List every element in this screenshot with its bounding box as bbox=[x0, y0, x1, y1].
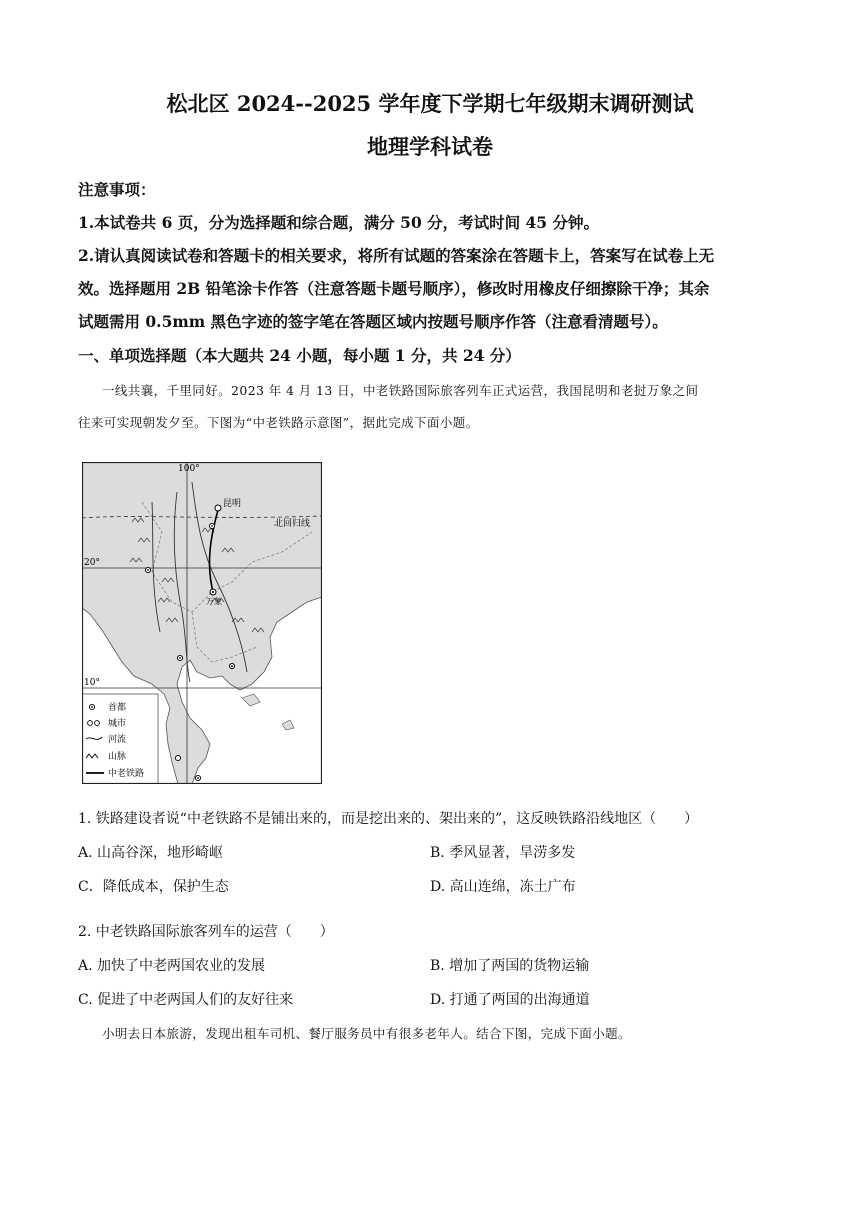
question-2-stem: 2. 中老铁路国际旅客列车的运营（ ） bbox=[78, 924, 334, 940]
page-subtitle: 地理学科试卷 bbox=[367, 134, 493, 159]
question-1-option-c[interactable]: C．降低成本，保护生态 bbox=[78, 879, 229, 895]
legend-city-label: 城市 bbox=[108, 719, 127, 729]
section-1-heading: 一、单项选择题（本大题共 24 小题，每小题 1 分，共 24 分） bbox=[78, 346, 521, 365]
notice-item-2-line-1: 2.请认真阅读试卷和答题卡的相关要求，将所有试题的答案涂在答题卡上，答案写在试卷上无 bbox=[78, 246, 715, 265]
question-2-option-b[interactable]: B. 增加了两国的货物运输 bbox=[430, 958, 590, 974]
legend-capital-label: 首都 bbox=[108, 703, 127, 713]
legend-mountain-label: 山脉 bbox=[108, 752, 127, 762]
page-title: 松北区 2024--2025 学年度下学期七年级期末调研测试 bbox=[166, 91, 694, 116]
section-1-intro-line-2: 往来可实现朝发夕至。下图为“中老铁路示意图”，据此完成下面小题。 bbox=[78, 415, 479, 430]
question-2-option-d[interactable]: D. 打通了两国的出海通道 bbox=[430, 992, 590, 1008]
question-1-option-d[interactable]: D. 高山连绵，冻土广布 bbox=[430, 879, 576, 895]
longitude-100-label: 100° bbox=[178, 464, 200, 474]
kunming-city-marker bbox=[215, 505, 221, 511]
question-2-option-a[interactable]: A. 加快了中老两国农业的发展 bbox=[78, 958, 266, 974]
kunming-label: 昆明 bbox=[223, 499, 242, 509]
map-legend bbox=[82, 694, 158, 784]
legend-river-label: 河流 bbox=[108, 735, 127, 745]
vientiane-label: 万象 bbox=[206, 597, 222, 606]
notice-item-2-line-2: 效。选择题用 2B 铅笔涂卡作答（注意答题卡题号顺序），修改时用橡皮仔细擦除干净；其余 bbox=[78, 279, 710, 298]
question-1-stem: 1. 铁路建设者说“中老铁路不是铺出来的，而是挖出来的、架出来的”，这反映铁路沿线地区（ ） bbox=[78, 811, 699, 827]
latitude-10-label: 10° bbox=[84, 678, 100, 688]
notice-item-1: 1.本试卷共 6 页，分为选择题和综合题，满分 50 分，考试时间 45 分钟。 bbox=[78, 213, 599, 232]
section-1-intro-line-1: 一线共襄，千里同好。2023 年 4 月 13 日，中老铁路国际旅客列车正式运营，我国昆明和老挝万象之间 bbox=[102, 383, 699, 398]
legend-railway-label: 中老铁路 bbox=[108, 769, 145, 779]
section-2-intro: 小明去日本旅游，发现出租车司机、餐厅服务员中有很多老年人。结合下图，完成下面小题。 bbox=[102, 1026, 631, 1041]
tropic-label: 北回归线 bbox=[274, 519, 311, 529]
question-1-option-a[interactable]: A. 山高谷深，地形崎岖 bbox=[78, 845, 224, 861]
notice-heading: 注意事项： bbox=[78, 180, 156, 199]
question-2-option-c[interactable]: C. 促进了中老两国人们的友好往来 bbox=[78, 992, 294, 1008]
notice-item-2-line-3: 试题需用 0.5mm 黑色字迹的签字笔在答题区域内按题号顺序作答（注意看清题号）。 bbox=[78, 312, 668, 331]
question-1-option-b[interactable]: B. 季风显著，旱涝多发 bbox=[430, 845, 576, 861]
latitude-20-label: 20° bbox=[84, 558, 100, 568]
railway-map bbox=[82, 462, 322, 784]
